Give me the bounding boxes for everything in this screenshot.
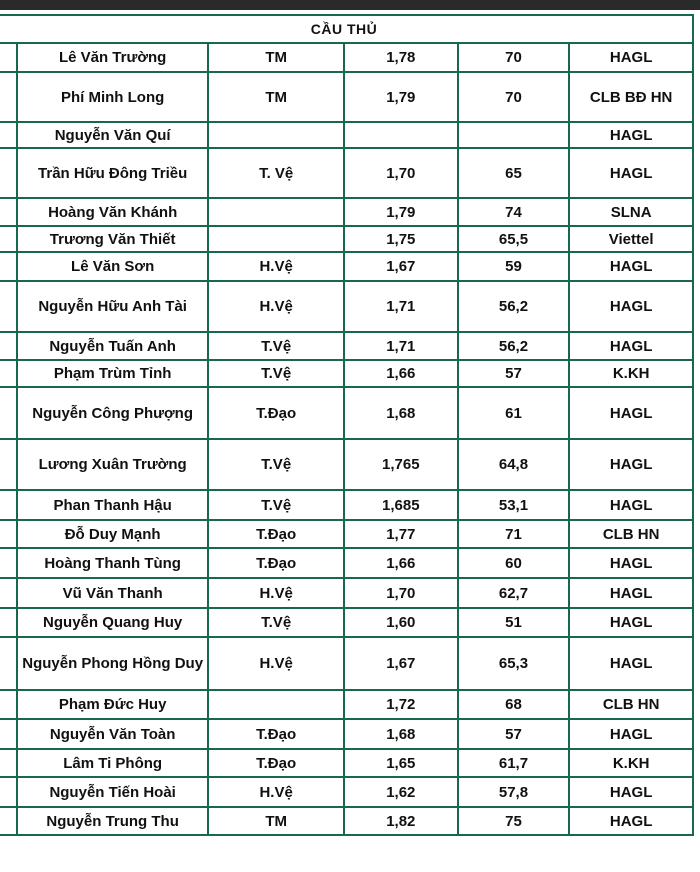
player-height: 1,62 (344, 777, 458, 807)
player-club: K.KH (569, 749, 693, 777)
player-height: 1,77 (344, 520, 458, 548)
player-name: Lê Văn Trường (17, 43, 208, 72)
player-club: SLNA (569, 198, 693, 226)
table-row (0, 252, 693, 281)
player-weight: 60 (458, 548, 570, 578)
player-position: T.Vệ (208, 439, 344, 490)
player-height: 1,78 (344, 43, 458, 72)
player-club: HAGL (569, 608, 693, 637)
table-row (0, 548, 693, 578)
row-index-cell (0, 807, 17, 835)
player-name: Trương Văn Thiết (17, 226, 208, 252)
table-row (0, 520, 693, 548)
player-position: H.Vệ (208, 281, 344, 332)
player-weight: 70 (458, 43, 570, 72)
player-height: 1,79 (344, 198, 458, 226)
row-index-cell (0, 281, 17, 332)
player-weight: 65 (458, 148, 570, 198)
player-weight: 65,5 (458, 226, 570, 252)
player-height (344, 122, 458, 148)
player-position: T.Vệ (208, 360, 344, 387)
player-position (208, 198, 344, 226)
player-position: T.Đạo (208, 719, 344, 749)
player-weight: 65,3 (458, 637, 570, 690)
player-name: Vũ Văn Thanh (17, 578, 208, 608)
player-weight: 56,2 (458, 281, 570, 332)
player-name: Phí Minh Long (17, 72, 208, 122)
table-row (0, 148, 693, 198)
player-club: HAGL (569, 439, 693, 490)
player-name: Nguyễn Trung Thu (17, 807, 208, 835)
player-height: 1,66 (344, 360, 458, 387)
player-club: HAGL (569, 43, 693, 72)
player-name: Nguyễn Tuấn Anh (17, 332, 208, 360)
player-weight: 57 (458, 360, 570, 387)
player-height: 1,67 (344, 637, 458, 690)
player-height: 1,71 (344, 281, 458, 332)
player-height: 1,75 (344, 226, 458, 252)
player-name: Nguyễn Hữu Anh Tài (17, 281, 208, 332)
table-row (0, 777, 693, 807)
player-height: 1,68 (344, 387, 458, 439)
row-index-cell (0, 43, 17, 72)
player-name: Nguyễn Văn Toàn (17, 719, 208, 749)
table-row (0, 281, 693, 332)
player-weight: 53,1 (458, 490, 570, 520)
top-border-bar (0, 0, 700, 10)
table-row (0, 72, 693, 122)
player-club: HAGL (569, 719, 693, 749)
table-row (0, 360, 693, 387)
player-name: Lương Xuân Trường (17, 439, 208, 490)
player-position: H.Vệ (208, 578, 344, 608)
player-name: Nguyễn Tiến Hoài (17, 777, 208, 807)
player-club: HAGL (569, 387, 693, 439)
player-club: CLB HN (569, 520, 693, 548)
player-position: TM (208, 43, 344, 72)
player-position (208, 122, 344, 148)
table-row (0, 387, 693, 439)
row-index-cell (0, 332, 17, 360)
player-weight: 57 (458, 719, 570, 749)
player-weight: 68 (458, 690, 570, 719)
table-row (0, 439, 693, 490)
player-club: HAGL (569, 578, 693, 608)
player-height: 1,71 (344, 332, 458, 360)
player-position: T.Đạo (208, 387, 344, 439)
player-height: 1,60 (344, 608, 458, 637)
player-name: Nguyễn Công Phượng (17, 387, 208, 439)
player-club: HAGL (569, 548, 693, 578)
player-name: Phạm Đức Huy (17, 690, 208, 719)
row-index-cell (0, 72, 17, 122)
player-name: Nguyễn Phong Hồng Duy (17, 637, 208, 690)
player-weight: 64,8 (458, 439, 570, 490)
player-weight (458, 122, 570, 148)
player-position: TM (208, 807, 344, 835)
table-row (0, 226, 693, 252)
player-club: HAGL (569, 637, 693, 690)
player-position: T.Đạo (208, 520, 344, 548)
row-index-cell (0, 490, 17, 520)
row-index-cell (0, 719, 17, 749)
table-row (0, 749, 693, 777)
player-position: T.Đạo (208, 548, 344, 578)
player-club: CLB HN (569, 690, 693, 719)
player-height: 1,66 (344, 548, 458, 578)
player-club: Viettel (569, 226, 693, 252)
row-index-cell (0, 439, 17, 490)
player-club: HAGL (569, 122, 693, 148)
player-position: H.Vệ (208, 637, 344, 690)
player-club: HAGL (569, 252, 693, 281)
table-row (0, 490, 693, 520)
row-index-cell (0, 360, 17, 387)
row-index-cell (0, 520, 17, 548)
row-index-cell (0, 690, 17, 719)
player-weight: 61 (458, 387, 570, 439)
player-position (208, 690, 344, 719)
player-name: Phan Thanh Hậu (17, 490, 208, 520)
player-name: Lâm Ti Phông (17, 749, 208, 777)
player-club: HAGL (569, 490, 693, 520)
table-row (0, 690, 693, 719)
row-index-cell (0, 122, 17, 148)
row-index-cell (0, 198, 17, 226)
player-weight: 59 (458, 252, 570, 281)
player-name: Lê Văn Sơn (17, 252, 208, 281)
player-table (0, 14, 694, 836)
player-club: CLB BĐ HN (569, 72, 693, 122)
player-weight: 70 (458, 72, 570, 122)
player-position: TM (208, 72, 344, 122)
player-height: 1,67 (344, 252, 458, 281)
player-club: HAGL (569, 148, 693, 198)
player-height: 1,70 (344, 578, 458, 608)
player-position: T.Vệ (208, 332, 344, 360)
player-club: HAGL (569, 777, 693, 807)
player-weight: 71 (458, 520, 570, 548)
table-row (0, 608, 693, 637)
player-club: HAGL (569, 281, 693, 332)
section-title: CẦU THỦ (0, 15, 693, 43)
player-name: Trần Hữu Đông Triều (17, 148, 208, 198)
row-index-cell (0, 548, 17, 578)
player-weight: 51 (458, 608, 570, 637)
table-row (0, 578, 693, 608)
player-weight: 56,2 (458, 332, 570, 360)
player-position: H.Vệ (208, 252, 344, 281)
player-position: H.Vệ (208, 777, 344, 807)
table-row (0, 719, 693, 749)
player-position: T.Vệ (208, 490, 344, 520)
player-name: Hoàng Văn Khánh (17, 198, 208, 226)
player-height: 1,82 (344, 807, 458, 835)
row-index-cell (0, 749, 17, 777)
table-row (0, 43, 693, 72)
row-index-cell (0, 387, 17, 439)
table-row (0, 332, 693, 360)
player-height: 1,72 (344, 690, 458, 719)
player-name: Hoàng Thanh Tùng (17, 548, 208, 578)
player-club: HAGL (569, 332, 693, 360)
player-height: 1,70 (344, 148, 458, 198)
player-position: T. Vệ (208, 148, 344, 198)
table-row (0, 122, 693, 148)
row-index-cell (0, 578, 17, 608)
table-row (0, 807, 693, 835)
table-row (0, 637, 693, 690)
player-name: Nguyễn Quang Huy (17, 608, 208, 637)
row-index-cell (0, 637, 17, 690)
player-name: Đỗ Duy Mạnh (17, 520, 208, 548)
player-weight: 75 (458, 807, 570, 835)
row-index-cell (0, 252, 17, 281)
section-header-row (0, 15, 693, 43)
player-position: T.Vệ (208, 608, 344, 637)
player-name: Nguyễn Văn Quí (17, 122, 208, 148)
row-index-cell (0, 148, 17, 198)
player-weight: 61,7 (458, 749, 570, 777)
player-height: 1,68 (344, 719, 458, 749)
player-height: 1,79 (344, 72, 458, 122)
row-index-cell (0, 777, 17, 807)
player-club: HAGL (569, 807, 693, 835)
table-row (0, 198, 693, 226)
player-club: K.KH (569, 360, 693, 387)
player-weight: 62,7 (458, 578, 570, 608)
player-height: 1,765 (344, 439, 458, 490)
player-position: T.Đạo (208, 749, 344, 777)
player-height: 1,685 (344, 490, 458, 520)
row-index-cell (0, 226, 17, 252)
player-height: 1,65 (344, 749, 458, 777)
player-weight: 74 (458, 198, 570, 226)
player-weight: 57,8 (458, 777, 570, 807)
player-name: Phạm Trùm Tỉnh (17, 360, 208, 387)
row-index-cell (0, 608, 17, 637)
player-position (208, 226, 344, 252)
